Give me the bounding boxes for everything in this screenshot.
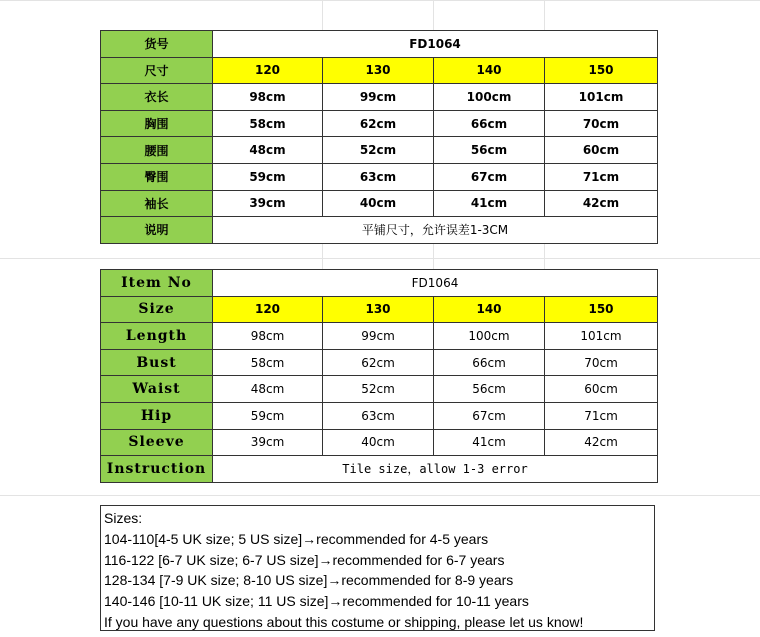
size-row bbox=[101, 296, 658, 323]
table-cell: 59cm bbox=[213, 163, 323, 190]
table-cell: 40cm bbox=[323, 190, 434, 217]
size-label: Size bbox=[101, 296, 213, 323]
table-row bbox=[101, 376, 658, 403]
row-label: Waist bbox=[101, 376, 213, 403]
table-cell: 63cm bbox=[323, 402, 434, 429]
note-text: 平铺尺寸，允许误差1-3CM bbox=[213, 217, 658, 244]
table-cell: 99cm bbox=[323, 84, 434, 111]
note-text: Tile size，allow 1-3 error bbox=[213, 456, 658, 483]
size-cell: 120 bbox=[213, 296, 323, 323]
note-row bbox=[101, 456, 658, 483]
table-cell: 48cm bbox=[213, 137, 323, 164]
grid-line bbox=[544, 243, 545, 269]
size-row bbox=[101, 57, 658, 84]
item-number-row bbox=[101, 31, 658, 58]
table-cell: 62cm bbox=[323, 110, 434, 137]
table-cell: 59cm bbox=[213, 402, 323, 429]
table-cell: 98cm bbox=[213, 84, 323, 111]
table-cell: 48cm bbox=[213, 376, 323, 403]
table-cell: 52cm bbox=[323, 137, 434, 164]
table-row bbox=[101, 349, 658, 376]
table-cell: 62cm bbox=[323, 349, 434, 376]
size-cell: 140 bbox=[434, 296, 545, 323]
notes-line: If you have any questions about this costume or shipping, please let us know! bbox=[104, 613, 584, 630]
table-cell: 67cm bbox=[434, 163, 545, 190]
table-cell: 39cm bbox=[213, 429, 323, 456]
note-label: 说明 bbox=[101, 217, 213, 244]
grid-line bbox=[433, 243, 434, 269]
grid-line bbox=[0, 258, 760, 259]
size-table-english bbox=[100, 269, 658, 483]
note-label: Instruction bbox=[101, 456, 213, 483]
table-cell: 63cm bbox=[323, 163, 434, 190]
table-row bbox=[101, 137, 658, 164]
row-label: Length bbox=[101, 323, 213, 350]
table-row bbox=[101, 402, 658, 429]
table-cell: 70cm bbox=[545, 349, 658, 376]
table-cell: 39cm bbox=[213, 190, 323, 217]
table-cell: 101cm bbox=[545, 84, 658, 111]
table-cell: 58cm bbox=[213, 349, 323, 376]
row-label: Hip bbox=[101, 402, 213, 429]
table-cell: 71cm bbox=[545, 163, 658, 190]
row-label: 臀围 bbox=[101, 163, 213, 190]
table-cell: 99cm bbox=[323, 323, 434, 350]
grid-line bbox=[322, 0, 323, 30]
row-label: Bust bbox=[101, 349, 213, 376]
grid-line bbox=[0, 0, 760, 1]
size-cell: 140 bbox=[434, 57, 545, 84]
table-cell: 100cm bbox=[434, 323, 545, 350]
size-label: 尺寸 bbox=[101, 57, 213, 84]
table-cell: 41cm bbox=[434, 429, 545, 456]
table-cell: 60cm bbox=[545, 376, 658, 403]
size-cell: 130 bbox=[323, 296, 434, 323]
notes-line: 116-122 [6-7 UK size; 6-7 US size]→recommended for 6-7 years bbox=[104, 551, 505, 568]
size-table-chinese bbox=[100, 30, 658, 244]
table-row bbox=[101, 84, 658, 111]
grid-line bbox=[433, 0, 434, 30]
grid-line bbox=[322, 243, 323, 269]
table-row bbox=[101, 110, 658, 137]
table-cell: 40cm bbox=[323, 429, 434, 456]
size-cell: 150 bbox=[545, 296, 658, 323]
row-label: 胸围 bbox=[101, 110, 213, 137]
table-cell: 70cm bbox=[545, 110, 658, 137]
product-code: FD1064 bbox=[213, 270, 658, 297]
table-cell: 60cm bbox=[545, 137, 658, 164]
table-cell: 98cm bbox=[213, 323, 323, 350]
table-row bbox=[101, 190, 658, 217]
table-cell: 41cm bbox=[434, 190, 545, 217]
table-cell: 52cm bbox=[323, 376, 434, 403]
notes-line: 128-134 [7-9 UK size; 8-10 US size]→recommended for 8-9 years bbox=[104, 572, 514, 589]
table-row bbox=[101, 163, 658, 190]
table-cell: 42cm bbox=[545, 429, 658, 456]
table-cell: 66cm bbox=[434, 110, 545, 137]
product-code: FD1064 bbox=[213, 31, 658, 58]
table-row bbox=[101, 429, 658, 456]
row-label: 袖长 bbox=[101, 190, 213, 217]
table-cell: 100cm bbox=[434, 84, 545, 111]
item-number-label: 货号 bbox=[101, 31, 213, 58]
notes-line: 140-146 [10-11 UK size; 11 US size]→recommended for 10-11 years bbox=[104, 593, 529, 610]
table-cell: 101cm bbox=[545, 323, 658, 350]
table-cell: 56cm bbox=[434, 137, 545, 164]
item-number-label: Item No bbox=[101, 270, 213, 297]
grid-line bbox=[0, 495, 760, 496]
table-cell: 71cm bbox=[545, 402, 658, 429]
row-label: 腰围 bbox=[101, 137, 213, 164]
notes-line: 104-110[4-5 UK size; 5 US size]→recommended for 4-5 years bbox=[104, 530, 489, 547]
note-row bbox=[101, 217, 658, 244]
table-cell: 58cm bbox=[213, 110, 323, 137]
table-cell: 67cm bbox=[434, 402, 545, 429]
notes-title: Sizes: bbox=[104, 510, 143, 526]
table-cell: 42cm bbox=[545, 190, 658, 217]
row-label: 衣长 bbox=[101, 84, 213, 111]
row-label: Sleeve bbox=[101, 429, 213, 456]
grid-line bbox=[544, 0, 545, 30]
size-notes-box bbox=[100, 505, 655, 631]
table-cell: 56cm bbox=[434, 376, 545, 403]
table-cell: 66cm bbox=[434, 349, 545, 376]
size-cell: 150 bbox=[545, 57, 658, 84]
table-row bbox=[101, 323, 658, 350]
size-cell: 130 bbox=[323, 57, 434, 84]
item-number-row bbox=[101, 270, 658, 297]
size-cell: 120 bbox=[213, 57, 323, 84]
